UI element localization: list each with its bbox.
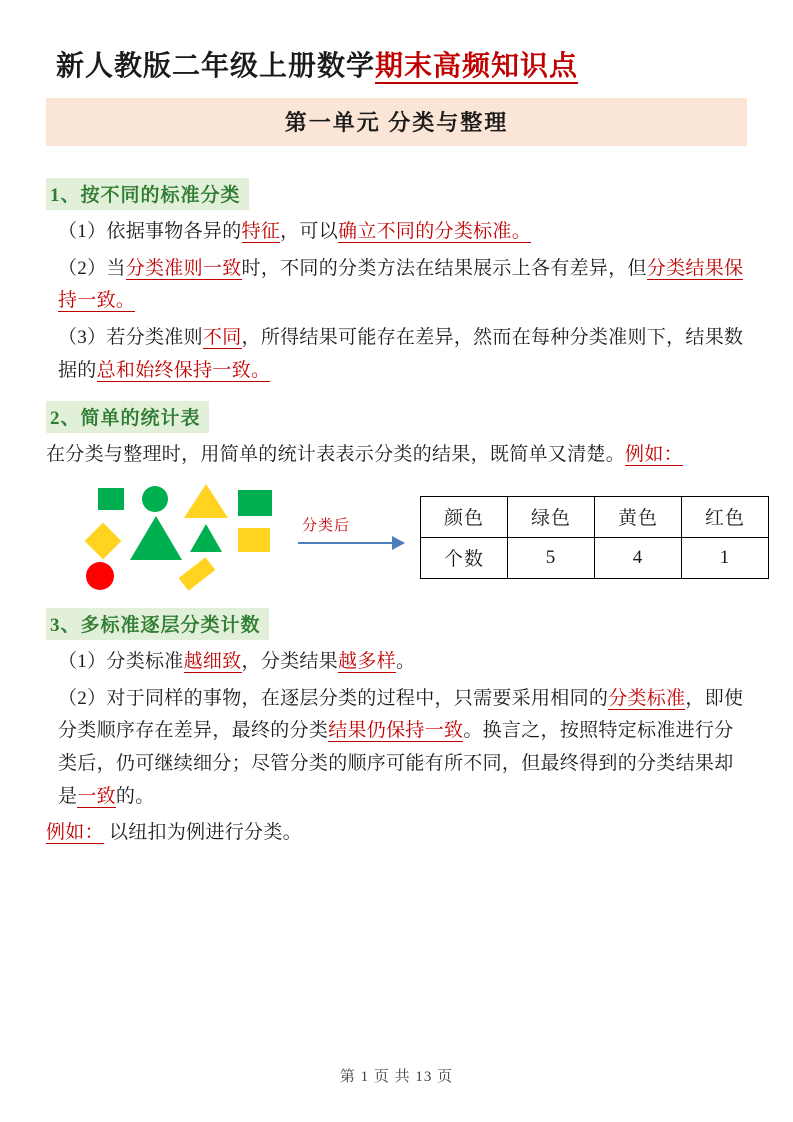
- column-yellow: 黄色: [595, 496, 682, 537]
- text-run: （3）若分类准则: [58, 327, 203, 349]
- column-green: 绿色: [508, 496, 595, 537]
- text-run-highlight: 例如：: [46, 822, 104, 844]
- green-triangle-small-icon: [190, 524, 222, 552]
- text-run: 时，不同的分类方法在结果展示上各有差异，但: [241, 257, 647, 279]
- classify-arrow: [294, 514, 414, 560]
- green-rectangle-icon: [238, 490, 272, 516]
- count-green: 5: [508, 537, 595, 578]
- paragraph-1-1: [46, 216, 747, 249]
- text-run-highlight: 分类标准: [608, 687, 686, 709]
- green-square-icon: [98, 488, 124, 510]
- section-heading-1: 1、按不同的标准分类: [46, 178, 249, 210]
- count-yellow: 4: [595, 537, 682, 578]
- row-header-color: 颜色: [421, 496, 508, 537]
- text-run-highlight: 越多样: [338, 651, 396, 673]
- text-run: ，所得结果可能存在差异，然而在每种分类准则下，结果数据的: [58, 327, 744, 381]
- text-run-highlight: 总和始终保持一致。: [96, 359, 271, 381]
- paragraph-1-3: [46, 322, 747, 387]
- yellow-triangle-icon: [184, 484, 228, 518]
- text-run-highlight: 越细致: [183, 651, 242, 673]
- text-run-highlight: 例如：: [625, 444, 683, 466]
- text-run: 。: [395, 651, 416, 673]
- text-run: 以纽扣为例进行分类。: [103, 822, 302, 844]
- text-run: ，分类结果: [241, 651, 339, 673]
- red-circle-icon: [86, 562, 114, 590]
- paragraph-3-1: [46, 646, 747, 679]
- text-run-highlight: 一致: [77, 785, 116, 807]
- text-run-highlight: 确立不同的分类标准。: [338, 221, 532, 242]
- page-title: [40, 44, 753, 84]
- table-row: [421, 537, 769, 578]
- paragraph-1-2: [46, 253, 747, 318]
- text-run: 在分类与整理时，用简单的统计表表示分类的结果，既简单又清楚。: [46, 444, 626, 466]
- paragraph-2-1: [46, 439, 747, 472]
- text-run: 的。: [115, 785, 155, 807]
- text-run: ，可以: [280, 221, 339, 242]
- text-run: （1）依据事物各异的: [58, 221, 242, 242]
- section-heading-2: 2、简单的统计表: [46, 401, 209, 433]
- arrow-line-icon: [298, 542, 394, 544]
- text-run: 。换言之，按照特定标准进行分类后，仍可继续细分；尽管分类的顺序可能有所不同，但最终得到的分类结果却是: [58, 720, 734, 807]
- count-red: 1: [682, 537, 769, 578]
- text-run: ，即使分类顺序存在差异，最终的分类: [58, 687, 744, 742]
- section-heading-3: 3、多标准逐层分类计数: [46, 608, 269, 640]
- page-footer: 第 1 页 共 13 页: [339, 1069, 454, 1085]
- title-plain: 新人教版二年级上册数学: [56, 51, 376, 82]
- paragraph-3-3: [46, 817, 747, 850]
- green-triangle-large-icon: [130, 516, 182, 560]
- column-red: 红色: [682, 496, 769, 537]
- arrow-label: 分类后: [302, 518, 351, 535]
- text-run-highlight: 分类结果保持一致。: [58, 257, 744, 312]
- row-header-count: 个数: [421, 537, 508, 578]
- text-run-highlight: 结果仍保持一致: [328, 720, 464, 742]
- stat-table: [420, 496, 769, 579]
- green-circle-icon: [142, 486, 168, 512]
- text-run: （1）分类标准: [58, 651, 184, 673]
- table-row: [421, 496, 769, 537]
- yellow-bar-icon: [179, 557, 216, 591]
- shape-cluster: [80, 482, 290, 592]
- text-run-highlight: 不同: [202, 327, 242, 349]
- text-run: （2）对于同样的事物，在逐层分类的过程中，只需要采用相同的: [58, 687, 609, 709]
- unit-banner: 第一单元 分类与整理: [46, 98, 747, 146]
- text-run-highlight: 特征: [241, 221, 281, 242]
- text-run: （2）当: [58, 257, 126, 279]
- paragraph-3-2: [46, 683, 747, 814]
- arrow-head-icon: [392, 536, 405, 550]
- title-highlight: 期末高频知识点: [375, 51, 579, 82]
- example-figure: [40, 482, 753, 592]
- yellow-diamond-icon: [85, 523, 122, 560]
- text-run-highlight: 分类准则一致: [125, 257, 242, 279]
- yellow-rectangle-icon: [238, 528, 270, 552]
